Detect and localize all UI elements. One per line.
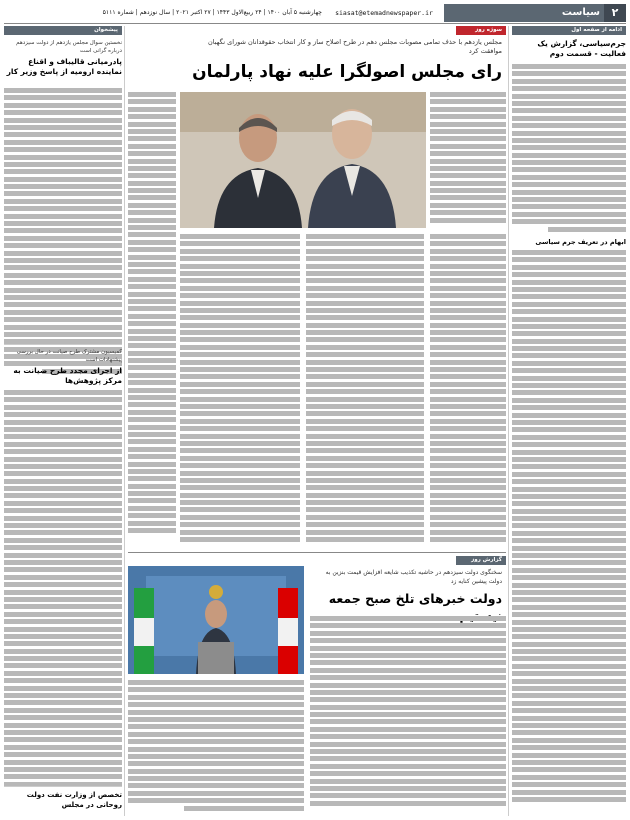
lead-headline: رای مجلس اصولگرا علیه نهاد پارلمان	[192, 62, 502, 82]
page-header	[4, 4, 626, 22]
second-body-b	[128, 680, 304, 816]
story1-headline: جرم‌سیاسی، گزارش یک فعالیت - قسمت دوم	[537, 39, 626, 58]
lead-body-col3	[306, 234, 424, 550]
lead-photo	[180, 92, 426, 228]
second-kicker: سخنگوی دولت سیزدهم در حاشیه تکذیب شایعه افزایش قیمت بنزین به دولت پیشین کنایه زد	[325, 569, 502, 585]
report-tag: گزارش روز	[456, 556, 506, 565]
left-story1-kicker: نخستین سوال مجلس یازدهم از دولت سیزدهم درباره گرانی است	[16, 40, 122, 54]
left-divider-1	[4, 344, 122, 345]
story2-body	[512, 250, 626, 816]
lead-body-col4	[180, 234, 300, 550]
section-email[interactable]: siasat@etemadnewspaper.ir	[335, 9, 433, 17]
lead-body-col5	[128, 92, 176, 550]
page-number: ۲	[604, 4, 626, 22]
second-headline: دولت خبرهای تلخ صبح جمعه	[328, 591, 502, 606]
left-story2-kicker: کمیسیون مشترک طرح صیانت در حال بررسی پیشنهادات است	[16, 349, 122, 363]
left-story1-body	[4, 88, 122, 388]
lead-kicker: مجلس یازدهم با حذف تمامی مصوبات مجلس دهم در طرح اصلاح ساز و کار انتخاب حقوقدانان شورای نگهبان موافقت کرد	[207, 38, 502, 55]
left-story1-headline: پادرمیانی قالیباف و اقناع نماینده ارومیه از پاسخ وزیر کار	[6, 57, 122, 76]
left-story3-headline: تخصص از وزارت نفت دولت روحانی در مجلس	[26, 791, 122, 809]
spokesman-photo	[128, 566, 304, 674]
lead-body-col2	[430, 234, 506, 550]
left-divider-2	[4, 786, 122, 787]
center-column	[128, 26, 506, 816]
column-divider-left	[124, 26, 125, 816]
left-column	[4, 26, 122, 816]
header-divider	[4, 23, 626, 24]
second-body-a	[310, 616, 506, 816]
section-bar	[444, 4, 626, 22]
story-of-day-tag: سوژه روز	[456, 26, 506, 35]
right-column	[512, 26, 626, 816]
issue-date: چهارشنبه ۵ آبان ۱۴۰۰ | ۲۴ ربیع‌الاول ۱۴۴۳ | ۲۷ اکتبر ۲۰۲۱ | سال نوزدهم | شماره ۵۱۱۱	[102, 9, 322, 16]
lead-body-col1	[430, 92, 506, 228]
desk-tag: پیشخوان	[4, 26, 122, 35]
story1-body	[512, 64, 626, 242]
center-divider	[128, 552, 506, 553]
left-story2-headline: از اجرای مجدد طرح صیانت به مرکز پژوهش‌ها	[13, 366, 122, 385]
story2-subhead: ابهام در تعریف جرم سیاسی	[535, 238, 626, 246]
column-divider-right	[508, 26, 509, 816]
continued-tag: ادامه از صفحه اول	[512, 26, 626, 35]
left-story2-body	[4, 390, 122, 800]
section-name: سیاست	[561, 7, 600, 18]
